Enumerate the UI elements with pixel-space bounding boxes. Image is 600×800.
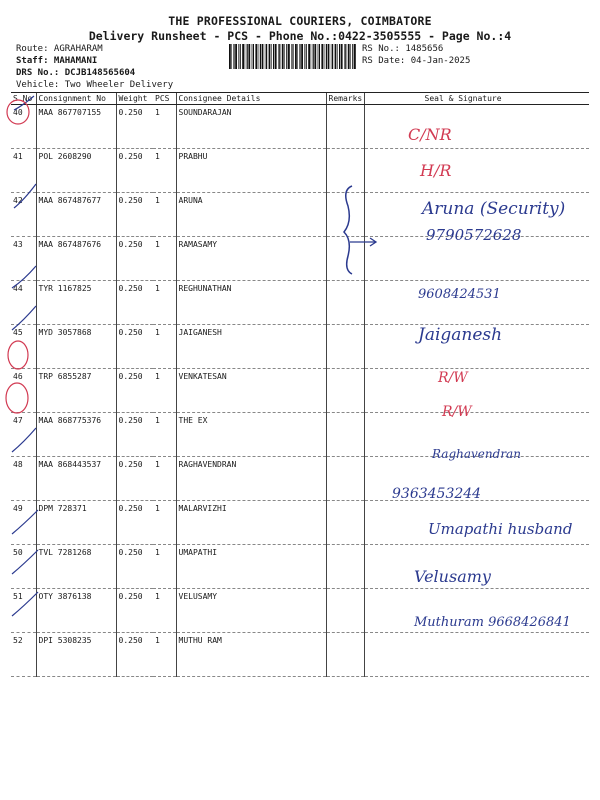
barcode-bar (242, 44, 244, 69)
row-pcs: 1 (153, 149, 176, 193)
barcode-bar (275, 44, 277, 69)
row-remarks (326, 193, 364, 237)
row-remarks (326, 105, 364, 149)
barcode-bar (253, 44, 254, 69)
table-header-row (11, 93, 589, 105)
barcode-bar (339, 44, 340, 69)
row-pcs: 1 (153, 237, 176, 281)
row-signature (364, 413, 589, 457)
barcode-bar (231, 44, 232, 69)
barcode-bar (260, 44, 261, 69)
column-header: Consignee Details (176, 93, 326, 105)
barcode-bar (271, 44, 272, 69)
barcode-bar (273, 44, 274, 69)
barcode-image (229, 44, 356, 69)
rs-date: RS Date: 04-Jan-2025 (362, 56, 471, 66)
signature-r44: 9608424531 (418, 287, 501, 302)
row-weight: 0.250 (116, 589, 153, 633)
table-row (11, 501, 589, 545)
row-signature (364, 237, 589, 281)
row-serial-number: 49 (11, 501, 36, 545)
row-serial-number: 52 (11, 633, 36, 677)
barcode-bar (235, 44, 237, 69)
row-consignment-number: MAA 868443537 (36, 457, 116, 501)
barcode-bar (314, 44, 316, 69)
row-serial-number: 50 (11, 545, 36, 589)
row-weight: 0.250 (116, 105, 153, 149)
row-weight: 0.250 (116, 545, 153, 589)
row-signature (364, 501, 589, 545)
barcode-bar (238, 44, 239, 69)
barcode-bar (262, 44, 264, 69)
row-serial-number: 43 (11, 237, 36, 281)
barcode-bar (306, 44, 307, 69)
barcode-bar (328, 44, 330, 69)
row-consignment-number: TVL 7281268 (36, 545, 116, 589)
row-pcs: 1 (153, 281, 176, 325)
barcode-bar (233, 44, 234, 69)
row-consignee: THE EX (176, 413, 326, 457)
signature-r48: Raghavendran (432, 447, 521, 461)
barcode-bar (348, 44, 350, 69)
row-signature (364, 457, 589, 501)
barcode-bar (313, 44, 314, 69)
barcode-bar (297, 44, 298, 69)
row-consignment-number: TRP 6855287 (36, 369, 116, 413)
barcode-bar (255, 44, 257, 69)
barcode-bar (332, 44, 333, 69)
row-weight: 0.250 (116, 369, 153, 413)
row-consignee: VENKATESAN (176, 369, 326, 413)
table-row (11, 281, 589, 325)
column-header: Weight (116, 93, 153, 105)
table-row (11, 545, 589, 589)
table-row (11, 193, 589, 237)
row-consignment-number: POL 2608290 (36, 149, 116, 193)
table-row (11, 457, 589, 501)
row-serial-number: 41 (11, 149, 36, 193)
barcode-bar (240, 44, 241, 69)
row-pcs: 1 (153, 457, 176, 501)
row-pcs: 1 (153, 325, 176, 369)
barcode-bar (279, 44, 280, 69)
barcode-bar (308, 44, 310, 69)
row-consignee: REGHUNATHAN (176, 281, 326, 325)
row-consignee: MALARVIZHI (176, 501, 326, 545)
barcode-bar (311, 44, 312, 69)
barcode-bar (252, 44, 253, 69)
barcode-bar (321, 44, 323, 69)
signature-r41: H/R (420, 161, 452, 180)
barcode-bar (354, 44, 356, 69)
column-header: Seal & Signature (364, 93, 589, 105)
barcode-bar (266, 44, 267, 69)
row-remarks (326, 545, 364, 589)
row-consignee: ARUNA (176, 193, 326, 237)
row-weight: 0.250 (116, 281, 153, 325)
row-pcs: 1 (153, 369, 176, 413)
row-consignee: UMAPATHI (176, 545, 326, 589)
barcode-bar (288, 44, 290, 69)
row-pcs: 1 (153, 193, 176, 237)
barcode-bar (248, 44, 250, 69)
row-weight: 0.250 (116, 193, 153, 237)
row-consignment-number: MAA 867487676 (36, 237, 116, 281)
row-consignee: PRABHU (176, 149, 326, 193)
signature-r50: Umapathi husband (428, 520, 573, 538)
signature-r49: 9363453244 (392, 486, 482, 502)
barcode-bar (265, 44, 266, 69)
signature-r42: Aruna (Security) (422, 199, 566, 219)
row-remarks (326, 149, 364, 193)
row-serial-number: 51 (11, 589, 36, 633)
barcode-bar (245, 44, 246, 69)
row-remarks (326, 633, 364, 677)
row-signature (364, 281, 589, 325)
row-consignment-number: MYD 3057868 (36, 325, 116, 369)
barcode-bar (295, 44, 297, 69)
table-row (11, 105, 589, 149)
row-consignment-number: DPI 5308235 (36, 633, 116, 677)
row-consignee: VELUSAMY (176, 589, 326, 633)
signature-r43: 9790572628 (426, 226, 522, 244)
barcode-bar (326, 44, 327, 69)
row-serial-number: 40 (11, 105, 36, 149)
row-weight: 0.250 (116, 501, 153, 545)
row-pcs: 1 (153, 589, 176, 633)
barcode-bar (319, 44, 320, 69)
barcode-bar (291, 44, 292, 69)
drs-number: DRS No.: DCJB148565604 (16, 68, 136, 78)
signature-r47: R/W (442, 404, 472, 420)
barcode-bar (331, 44, 332, 69)
row-remarks (326, 369, 364, 413)
row-consignee: SOUNDARAJAN (176, 105, 326, 149)
row-remarks (326, 501, 364, 545)
row-weight: 0.250 (116, 457, 153, 501)
barcode-bar (286, 44, 287, 69)
barcode-bar (341, 44, 343, 69)
row-remarks (326, 281, 364, 325)
row-consignment-number: MAA 867707155 (36, 105, 116, 149)
row-serial-number: 45 (11, 325, 36, 369)
signature-r46: R/W (438, 370, 468, 386)
signature-r52: Muthuram 9668426841 (414, 615, 571, 630)
barcode-bar (258, 44, 259, 69)
row-serial-number: 48 (11, 457, 36, 501)
table-row (11, 149, 589, 193)
row-consignee: MUTHU RAM (176, 633, 326, 677)
barcode-bar (335, 44, 337, 69)
barcode-bar (229, 44, 231, 69)
row-remarks (326, 457, 364, 501)
row-remarks (326, 237, 364, 281)
document-title: THE PROFESSIONAL COURIERS, COIMBATORE (168, 14, 432, 28)
barcode-bar (292, 44, 293, 69)
row-weight: 0.250 (116, 413, 153, 457)
barcode-bar (352, 44, 353, 69)
row-remarks (326, 413, 364, 457)
row-pcs: 1 (153, 545, 176, 589)
row-signature (364, 149, 589, 193)
table-row (11, 413, 589, 457)
row-serial-number: 42 (11, 193, 36, 237)
row-signature (364, 545, 589, 589)
barcode-bar (337, 44, 338, 69)
row-consignment-number: DPM 728371 (36, 501, 116, 545)
rs-number: RS No.: 1485656 (362, 44, 444, 54)
column-header: Consignment No (36, 93, 116, 105)
barcode-bar (324, 44, 325, 69)
row-consignment-number: TYR 1167825 (36, 281, 116, 325)
row-signature (364, 633, 589, 677)
vehicle-label: Vehicle: Two Wheeler Delivery (16, 80, 174, 90)
column-header: PCS (153, 93, 176, 105)
row-consignment-number: MAA 867487677 (36, 193, 116, 237)
signature-r40: C/NR (408, 125, 452, 144)
barcode-bar (282, 44, 284, 69)
row-weight: 0.250 (116, 149, 153, 193)
row-consignee: JAIGANESH (176, 325, 326, 369)
row-weight: 0.250 (116, 325, 153, 369)
barcode-bar (344, 44, 345, 69)
row-serial-number: 44 (11, 281, 36, 325)
table-row (11, 237, 589, 281)
barcode-bar (345, 44, 346, 69)
table-row (11, 325, 589, 369)
row-pcs: 1 (153, 633, 176, 677)
signature-r45: Jaiganesh (418, 325, 503, 345)
column-header: Remarks (326, 93, 364, 105)
row-signature (364, 193, 589, 237)
row-signature (364, 369, 589, 413)
row-consignment-number: OTY 3876138 (36, 589, 116, 633)
row-weight: 0.250 (116, 237, 153, 281)
signature-r51: Velusamy (414, 567, 491, 586)
row-consignee: RAGHAVENDRAN (176, 457, 326, 501)
table-row (11, 589, 589, 633)
row-pcs: 1 (153, 413, 176, 457)
row-remarks (326, 589, 364, 633)
runsheet-table (11, 92, 589, 677)
row-signature (364, 589, 589, 633)
row-consignee: RAMASAMY (176, 237, 326, 281)
barcode-bar (318, 44, 319, 69)
document-subtitle: Delivery Runsheet - PCS - Phone No.:0422-3505555 - Page No.:4 (88, 29, 512, 43)
row-serial-number: 47 (11, 413, 36, 457)
barcode-bar (278, 44, 279, 69)
row-pcs: 1 (153, 501, 176, 545)
row-pcs: 1 (153, 105, 176, 149)
row-consignment-number: MAA 868775376 (36, 413, 116, 457)
row-weight: 0.250 (116, 633, 153, 677)
table-row (11, 369, 589, 413)
barcode-bar (247, 44, 248, 69)
barcode-bar (284, 44, 285, 69)
route-label: Route: AGRAHARAM (16, 44, 103, 54)
row-remarks (326, 325, 364, 369)
row-serial-number: 46 (11, 369, 36, 413)
table-row (11, 633, 589, 677)
row-signature (364, 105, 589, 149)
staff-label: Staff: MAHAMANI (16, 56, 98, 66)
barcode-bar (269, 44, 271, 69)
barcode-bar (299, 44, 300, 69)
barcode-bar (350, 44, 351, 69)
barcode-bar (304, 44, 305, 69)
column-header: S No (11, 93, 36, 105)
barcode-bar (301, 44, 303, 69)
row-signature (364, 325, 589, 369)
